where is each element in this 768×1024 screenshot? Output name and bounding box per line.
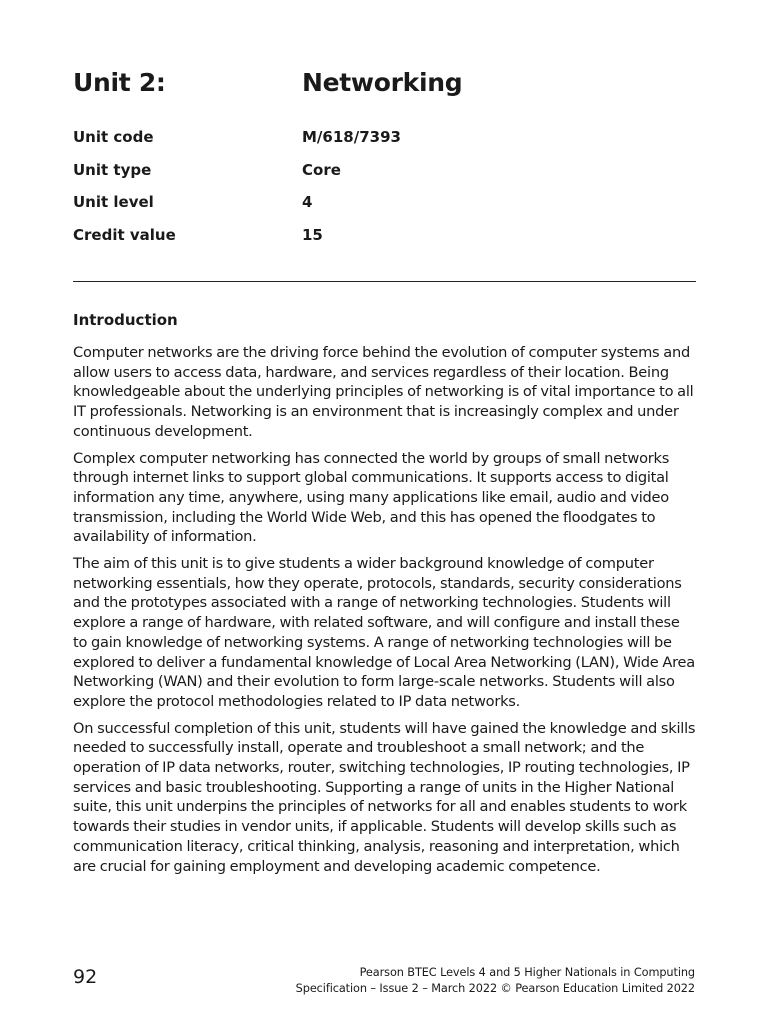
unit-details [73, 128, 695, 259]
credit-value-label: Credit value [73, 226, 176, 245]
page-footer [296, 965, 695, 996]
unit-title [73, 68, 695, 104]
unit-type-label: Unit type [73, 160, 152, 179]
unit-code-row [73, 128, 695, 161]
unit-level-row [73, 193, 695, 226]
unit-number: Unit 2: [73, 68, 166, 97]
introduction-body [73, 343, 696, 883]
introduction-heading: Introduction [73, 311, 178, 329]
introduction-paragraph: The aim of this unit is to give students a wider background knowledge of computer networking essentials, how they operate, protocols, standards, security considerations and the prototypes associated with a range of networking technologies. Students will explore a range of hardware, with related software, and will configure and install these to gain knowledge of networking systems. A range of networking technologies will be explored to deliver a fundamental knowledge of Local Area Networking (LAN), Wide Area Networking (WAN) and their evolution to form large-scale networks. Students will also explore the protocol methodologies related to IP data networks. [73, 555, 695, 710]
introduction-paragraph: On successful completion of this unit, students will have gained the knowledge and skills needed to successfully install, operate and troubleshoot a small network; and the operation of IP data networks, router, switching technologies, IP routing technologies, IP services and basic troubleshooting. Supporting a range of units in the Higher National suite, this unit underpins the principles of networks for all and enables students to work towards their studies in vendor units, if applicable. Students will develop skills such as communication literacy, critical thinking, analysis, reasoning and interpretation, which are crucial for gaining employment and developing academic competence. [73, 719, 696, 875]
credit-value-value: 15 [302, 226, 323, 245]
unit-code-value: M/618/7393 [302, 128, 401, 146]
introduction-paragraph: Computer networks are the driving force behind the evolution of computer systems and allow users to access data, hardware, and services regardless of their location. Being knowledgeable about the underlying principles of networking is of vital importance to all IT professionals. Networking is an environment that is increasingly complex and under continuous development. [73, 344, 694, 440]
unit-level-value: 4 [302, 193, 313, 212]
unit-type-row [73, 161, 695, 194]
unit-level-label: Unit level [73, 193, 154, 212]
section-divider [73, 281, 696, 282]
unit-name: Networking [302, 68, 463, 97]
introduction-paragraph: Complex computer networking has connected the world by groups of small networks through internet links to support global communications. It supports access to digital information any time, anywhere, using many applications like email, audio and video transmission, including the World Wide Web, and this has opened the floodgates to availability of information. [73, 449, 670, 546]
footer-line-issue: Specification – Issue 2 – March 2022 © Pearson Education Limited 2022 [295, 981, 695, 995]
page-number: 92 [73, 966, 98, 988]
unit-code-label: Unit code [73, 128, 154, 146]
unit-type-value: Core [302, 160, 341, 179]
footer-line-title: Pearson BTEC Levels 4 and 5 Higher Nationals in Computing [359, 966, 695, 979]
credit-value-row [73, 226, 695, 259]
